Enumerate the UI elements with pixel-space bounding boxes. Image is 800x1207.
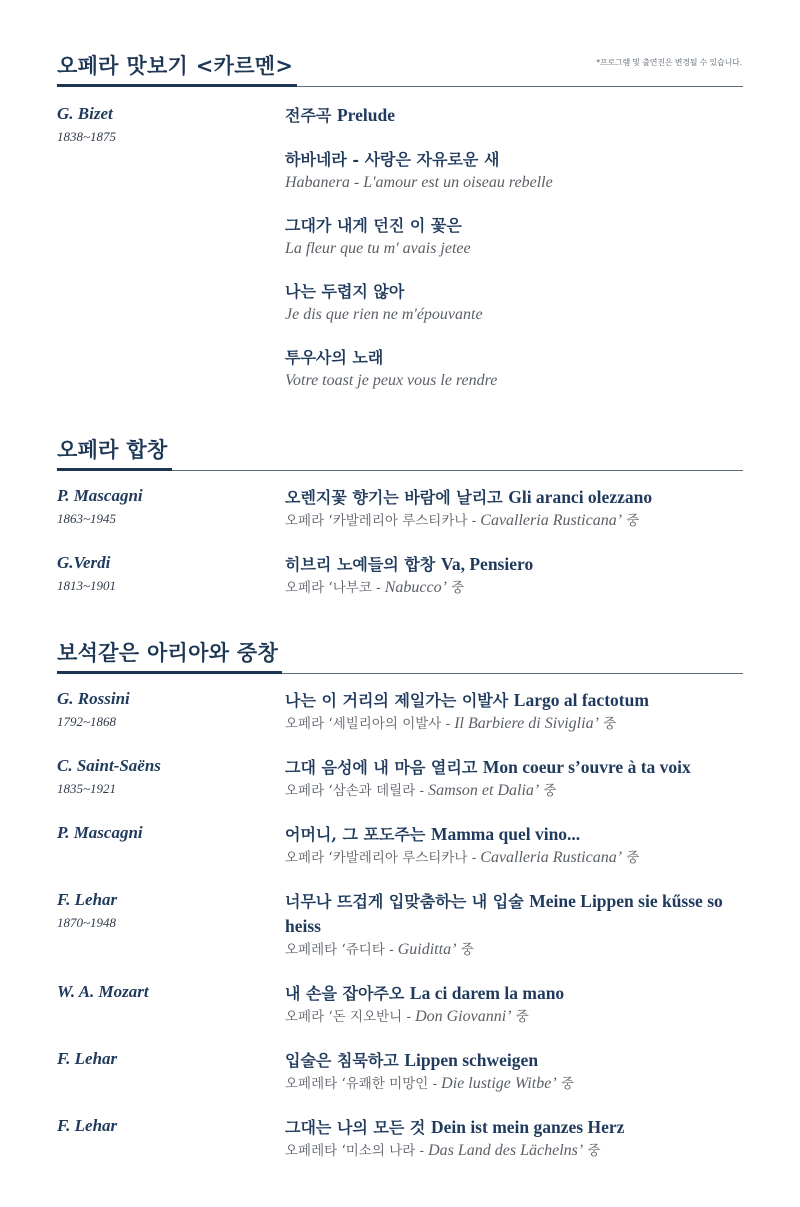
program-entry <box>57 485 743 532</box>
work-source-title: Guiditta’ <box>393 941 457 958</box>
work-item <box>285 485 743 532</box>
composer-name: F. Lehar <box>57 1116 118 1135</box>
work-source-prefix: 오페레타 ‘쥬디타 - <box>285 942 394 958</box>
work-title-korean: 투우사의 노래 <box>285 348 384 367</box>
composer-years: 1838~1875 <box>57 129 117 144</box>
section-opera-chorus <box>57 436 743 619</box>
work-title-original: Dein ist mein ganzes Herz <box>430 1117 625 1137</box>
work-title-original: Lippen schweigen <box>404 1050 539 1070</box>
work-item <box>285 822 743 869</box>
composer-years: 1835~1921 <box>57 781 117 796</box>
work-item <box>285 981 743 1028</box>
section-header <box>57 436 743 471</box>
composer-name: P. Mascagni <box>57 823 143 842</box>
work-source-title: Don Giovanni’ <box>411 1008 512 1025</box>
work-title-korean: 오렌지꽃 향기는 바람에 날리고 <box>285 488 503 507</box>
program-entry <box>57 981 743 1028</box>
work-source-title: Das Land des Lächelns’ <box>424 1142 584 1159</box>
composer-name: G. Rossini <box>57 689 130 708</box>
work-title-original: Largo al factotum <box>513 690 649 710</box>
composer-name: G.Verdi <box>57 553 111 572</box>
composer <box>57 552 277 595</box>
work-title-korean: 그대는 나의 모든 것 <box>285 1118 426 1137</box>
work-source-prefix: 오페라 ‘삼손과 데릴라 - <box>285 783 425 799</box>
work-source-suffix: 중 <box>446 580 465 596</box>
work-title-korean: 나는 두렵지 않아 <box>285 282 405 301</box>
work-title-original: Je dis que rien ne m'épouvante <box>285 306 483 323</box>
work-title-korean: 나는 이 거리의 제일가는 이발사 <box>285 691 509 710</box>
program-entry <box>57 755 743 802</box>
work-source-title: Cavalleria Rusticana’ <box>476 512 623 529</box>
composer-name: F. Lehar <box>57 890 118 909</box>
program-entry <box>57 552 743 599</box>
entry-list <box>57 688 743 1162</box>
composer-years: 1792~1868 <box>57 714 117 729</box>
work-item <box>285 148 743 194</box>
section-header <box>57 639 743 674</box>
work-item <box>285 1115 743 1162</box>
work-source-suffix: 중 <box>622 850 640 866</box>
work-item <box>285 280 743 326</box>
work-source-prefix: 오페라 ‘돈 지오반니 - <box>285 1009 412 1025</box>
work-title-original: Meine Lippen sie kűsse so heiss <box>285 891 723 936</box>
work-source-suffix: 중 <box>511 1009 529 1025</box>
section-title: 보석같은 아리아와 중창 <box>57 637 282 674</box>
composer <box>57 1115 277 1140</box>
composer-name: P. Mascagni <box>57 486 143 505</box>
work-title-korean: 어머니, 그 포도주는 <box>285 825 426 844</box>
work-title-korean: 그대 음성에 내 마음 열리고 <box>285 758 478 777</box>
work-source-title: Il Barbiere di Siviglia’ <box>450 715 599 732</box>
work-title-original: Mon coeur s’ouvre à ta voix <box>482 757 691 777</box>
work-item <box>285 214 743 260</box>
work-source-suffix: 중 <box>456 942 474 958</box>
work-title-korean: 입술은 침묵하고 <box>285 1051 399 1070</box>
work-title-original: La ci darem la mano <box>409 983 565 1003</box>
work-title-original: Votre toast je peux vous le rendre <box>285 372 498 389</box>
work-title-korean: 내 손을 잡아주오 <box>285 984 405 1003</box>
composer-years: 1813~1901 <box>57 578 117 593</box>
composer <box>57 485 277 528</box>
section-title: 오페라 합창 <box>57 434 172 471</box>
work-source-suffix: 중 <box>539 783 557 799</box>
section-header <box>57 52 743 87</box>
composer <box>57 103 277 146</box>
work-source-title: Die lustige Witbe’ <box>437 1075 557 1092</box>
composer-name: C. Saint-Saëns <box>57 756 161 775</box>
composer <box>57 688 277 731</box>
section-title: 오페라 맛보기 <카르멘> <box>57 50 297 87</box>
program-entry <box>57 688 743 735</box>
work-source-prefix: 오페라 ‘카발레리아 루스티카나 - <box>285 513 477 529</box>
work-source-prefix: 오페레타 ‘유쾌한 미망인 - <box>285 1076 438 1092</box>
program-entry <box>57 103 743 392</box>
work-title-original: Mamma quel vino... <box>430 824 581 844</box>
program-entry <box>57 1115 743 1162</box>
work-source-suffix: 중 <box>622 513 640 529</box>
work-source-title: Nabucco’ <box>380 579 447 596</box>
work-title-original: Prelude <box>336 105 395 125</box>
work-title-original: Habanera - L'amour est un oiseau rebelle <box>285 174 553 191</box>
composer-name: G. Bizet <box>57 104 113 123</box>
program-change-notice: *프로그램 및 출연진은 변경될 수 있습니다. <box>596 58 742 67</box>
work-title-original: Va, Pensiero <box>440 554 534 574</box>
composer-name: W. A. Mozart <box>57 982 149 1001</box>
composer-years: 1863~1945 <box>57 511 117 526</box>
work-title-korean: 너무나 뜨겁게 입맞춤하는 내 입술 <box>285 892 524 911</box>
work-title-korean: 하바네라 - 사랑은 자유로운 새 <box>285 150 500 169</box>
composer <box>57 981 277 1006</box>
work-title-original: Gli aranci olezzano <box>508 487 653 507</box>
section-carmen <box>57 52 743 412</box>
composer <box>57 889 277 932</box>
program-entry <box>57 822 743 869</box>
work-source-title: Samson et Dalia’ <box>424 782 540 799</box>
composer-name: F. Lehar <box>57 1049 118 1068</box>
composer <box>57 822 277 847</box>
work-item <box>285 688 743 735</box>
program-entry <box>57 889 743 961</box>
work-source-suffix: 중 <box>598 716 617 732</box>
program-entry <box>57 1048 743 1095</box>
entry-list <box>57 485 743 599</box>
work-title-korean: 전주곡 <box>285 106 332 125</box>
work-item <box>285 552 743 599</box>
work-item <box>285 889 743 961</box>
work-title-korean: 히브리 노예들의 합창 <box>285 555 436 574</box>
work-source-title: Cavalleria Rusticana’ <box>476 849 623 866</box>
work-item <box>285 346 743 392</box>
work-title-korean: 그대가 내게 던진 이 꽃은 <box>285 216 462 235</box>
work-source-prefix: 오페라 ‘세빌리아의 이발사 - <box>285 716 451 732</box>
composer <box>57 755 277 798</box>
work-source-prefix: 오페라 ‘카발레리아 루스티카나 - <box>285 850 477 866</box>
composer <box>57 1048 277 1073</box>
composer-years: 1870~1948 <box>57 915 117 930</box>
work-item <box>285 755 743 802</box>
work-source-suffix: 중 <box>556 1076 575 1092</box>
work-item <box>285 1048 743 1095</box>
work-source-prefix: 오페라 ‘나부코 - <box>285 580 381 596</box>
work-item <box>285 103 743 128</box>
work-list <box>285 103 743 392</box>
section-arias-ensembles <box>57 639 743 1182</box>
work-source-suffix: 중 <box>583 1143 601 1159</box>
work-source-prefix: 오페레타 ‘미소의 나라 - <box>285 1143 425 1159</box>
work-title-original: La fleur que tu m' avais jetee <box>285 240 471 257</box>
